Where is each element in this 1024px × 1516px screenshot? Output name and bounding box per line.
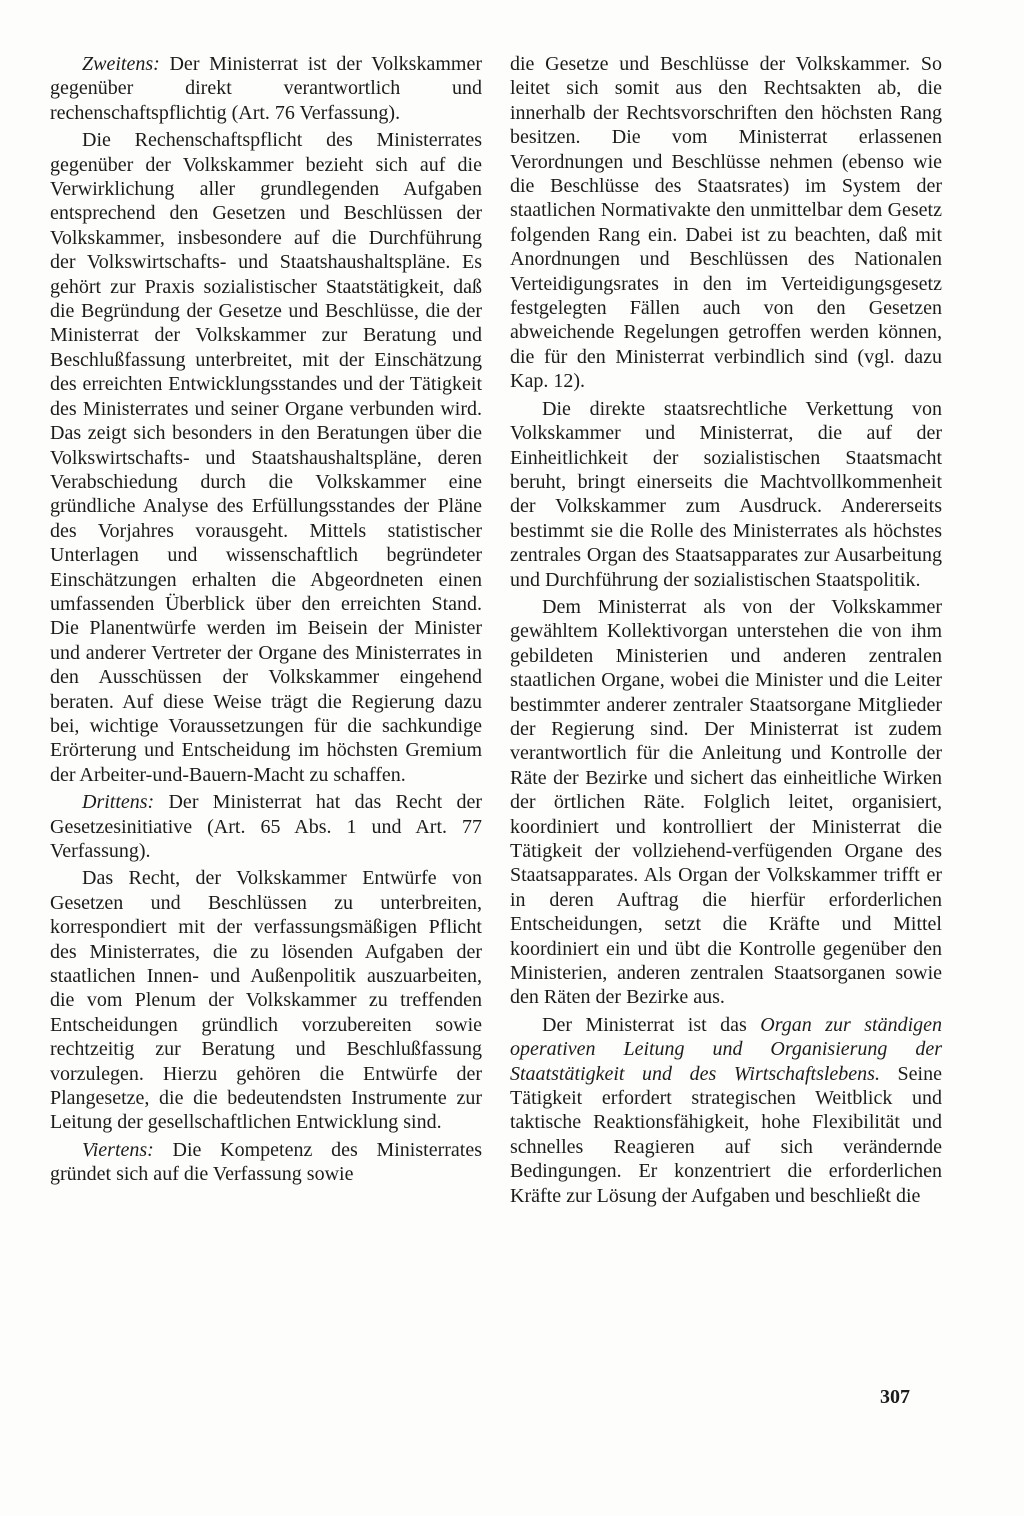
right-column [510, 52, 942, 1211]
paragraph-verkettung: Die direkte staatsrechtliche Verkettung von Volkskammer und Ministerrat, die auf der Einheitlichkeit der sozialistischen Staatsmacht beruht, bringt einerseits die Machtvollkommenheit der Volkskammer zum Ausdruck. Andererseits bestimmt sie die Rolle des Ministerrates als höchstes zentrales Organ des Staatsapparates zur Ausarbeitung und Durchführung der sozialistischen Staatspolitik. [510, 397, 942, 591]
paragraph-recht-der-volkskammer: Das Recht, der Volkskammer Entwürfe von Gesetzen und Beschlüssen zu unterbreiten, korrespondiert mit der verfassungsmäßigen Pflicht des Ministerrates, die zu lösenden Aufgaben der staatlichen Innen- und Außenpolitik auszuarbeiten, die vom Plenum der Volkskammer zu treffenden Entscheidungen gründlich vorzubereiten sowie rechtzeitig zur Beratung und Beschlußfassung vorzulegen. Hierzu gehören die Entwürfe der Plangesetze, die die bedeutendsten Instrumente zur Leitung der gesellschaftlichen Entwicklung sind. [50, 867, 482, 1134]
paragraph-lead: Zweitens: [82, 53, 160, 75]
paragraph-continuation: die Gesetze und Beschlüsse der Volkskammer. So leitet sich somit aus den Rechtsakten ab, die innerhalb der Rechtsvorschriften den höchsten Rang besitzen. Die vom Ministerrat erlassenen Verordnungen und Beschlüsse nehmen (ebenso wie die Beschlüsse des Staatsrates) im System der staatlichen Normativakte den unmittelbar dem Gesetz folgenden Rang ein. Dabei ist zu beachten, daß mit Anordnungen und Beschlüssen des Nationalen Verteidigungsrates in den im Verteidigungsgesetz festgelegten Fällen auch von den Gesetzen abweichende Regelungen getroffen werden können, die für den Ministerrat verbindlich sind (vgl. dazu Kap. 12). [510, 53, 942, 393]
paragraph-rechenschaftspflicht: Die Rechenschaftspflicht des Ministerrates gegenüber der Volkskammer bezieht sich auf die Verwirklichung aller grundlegenden Aufgaben entsprechend den Gesetzen und Beschlüssen der Volkskammer, insbesondere auf die Durchführung der Volkswirtschafts- und Staatshaushaltspläne. Es gehört zur Praxis sozialistischer Staatstätigkeit, daß die Begründung der Gesetze und Beschlüsse, die der Ministerrat der Volkskammer zur Beratung und Beschlußfassung unterbreitet, mit der Einschätzung des erreichten Entwicklungsstandes und der Tätigkeit des Ministerrates und seiner Organe verbunden wird. Das zeigt sich besonders in den Beratungen über die Volkswirtschafts- und Staatshaushaltspläne, deren Verabschiedung durch die Volkskammer eine gründliche Analyse des Erfüllungsstandes der Pläne des Vorjahres vorausgeht. Mittels statistischer Unterlagen und wissenschaftlich begründeter Einschätzungen erhalten die Abgeordneten einen umfassenden Überblick über den erreichten Stand. Die Planentwürfe werden im Beisein der Minister und anderer Vertreter der Organe des Ministerrates in den Ausschüssen der Volkskammer eingehend beraten. Auf diese Weise trägt die Regierung dazu bei, wichtige Voraussetzungen für die sachkundige Erörterung und Entscheidung im höchsten Gremium der Arbeiter-und-Bauern-Macht zu schaffen. [50, 129, 482, 786]
paragraph-drittens [50, 790, 482, 863]
paragraph-text: Der Ministerrat hat das Recht der Gesetzesinitiative (Art. 65 Abs. 1 und Art. 77 Verfassung). [50, 791, 482, 862]
paragraph-text-pre: Der Ministerrat ist das [542, 1013, 761, 1036]
paragraph-zweitens [50, 52, 482, 125]
paragraph-lead: Viertens: [82, 1138, 154, 1161]
paragraph-text-post: Seine Tätigkeit erfordert strategischen Weitblick und taktische Reaktionsfähigkeit, hohe Flexibilität und schnelles Reagieren auf sich verändernde Bedingungen. Er konzentriert die erforderlichen Kräfte zur Lösung der Aufgaben und beschließt die [510, 1062, 942, 1207]
paragraph-operative-leitung [510, 1013, 942, 1208]
page-number: 307 [880, 1386, 910, 1408]
paragraph-viertens [50, 1138, 482, 1187]
paragraph-emphasis: Organ zur ständigen operativen Leitung und Organisierung der Staatstätigkeit und des Wirtschaftslebens. [510, 1013, 942, 1085]
paragraph-text: Die Kompetenz des Ministerrates gründet sich auf die Verfassung sowie [50, 1138, 482, 1186]
paragraph-kollektivorgan: Dem Ministerrat als von der Volkskammer gewähltem Kollektivorgan unterstehen die von ihm gebildeten Ministerien und anderen zentralen staatlichen Organe, wobei die Minister und die Leiter bestimmter anderer zentraler Staatsorgane Mitglieder der Regierung sind. Der Ministerrat ist zudem verantwortlich für die Anleitung und Kontrolle der Räte der Bezirke und sichert das einheitliche Wirken der örtlichen Räte. Folglich leitet, organisiert, koordiniert und kontrolliert der Ministerrat die Tätigkeit der vollziehend-verfügenden Organe des Staatsapparates. Als Organ der Volkskammer trifft er in deren Auftrag die hierfür erforderlichen Entscheidungen, setzt die Kräfte und Mittel koordiniert ein und übt die Kontrolle gegenüber den Ministerien, anderen zentralen Staatsorganen sowie den Räten der Bezirke aus. [510, 595, 942, 1009]
paragraph-lead: Drittens: [82, 791, 155, 814]
left-column [50, 52, 482, 1190]
paragraph-text: Der Ministerrat ist der Volkskammer gegenüber direkt verantwortlich und rechenschaftspflichtig (Art. 76 Verfassung). [50, 53, 482, 124]
